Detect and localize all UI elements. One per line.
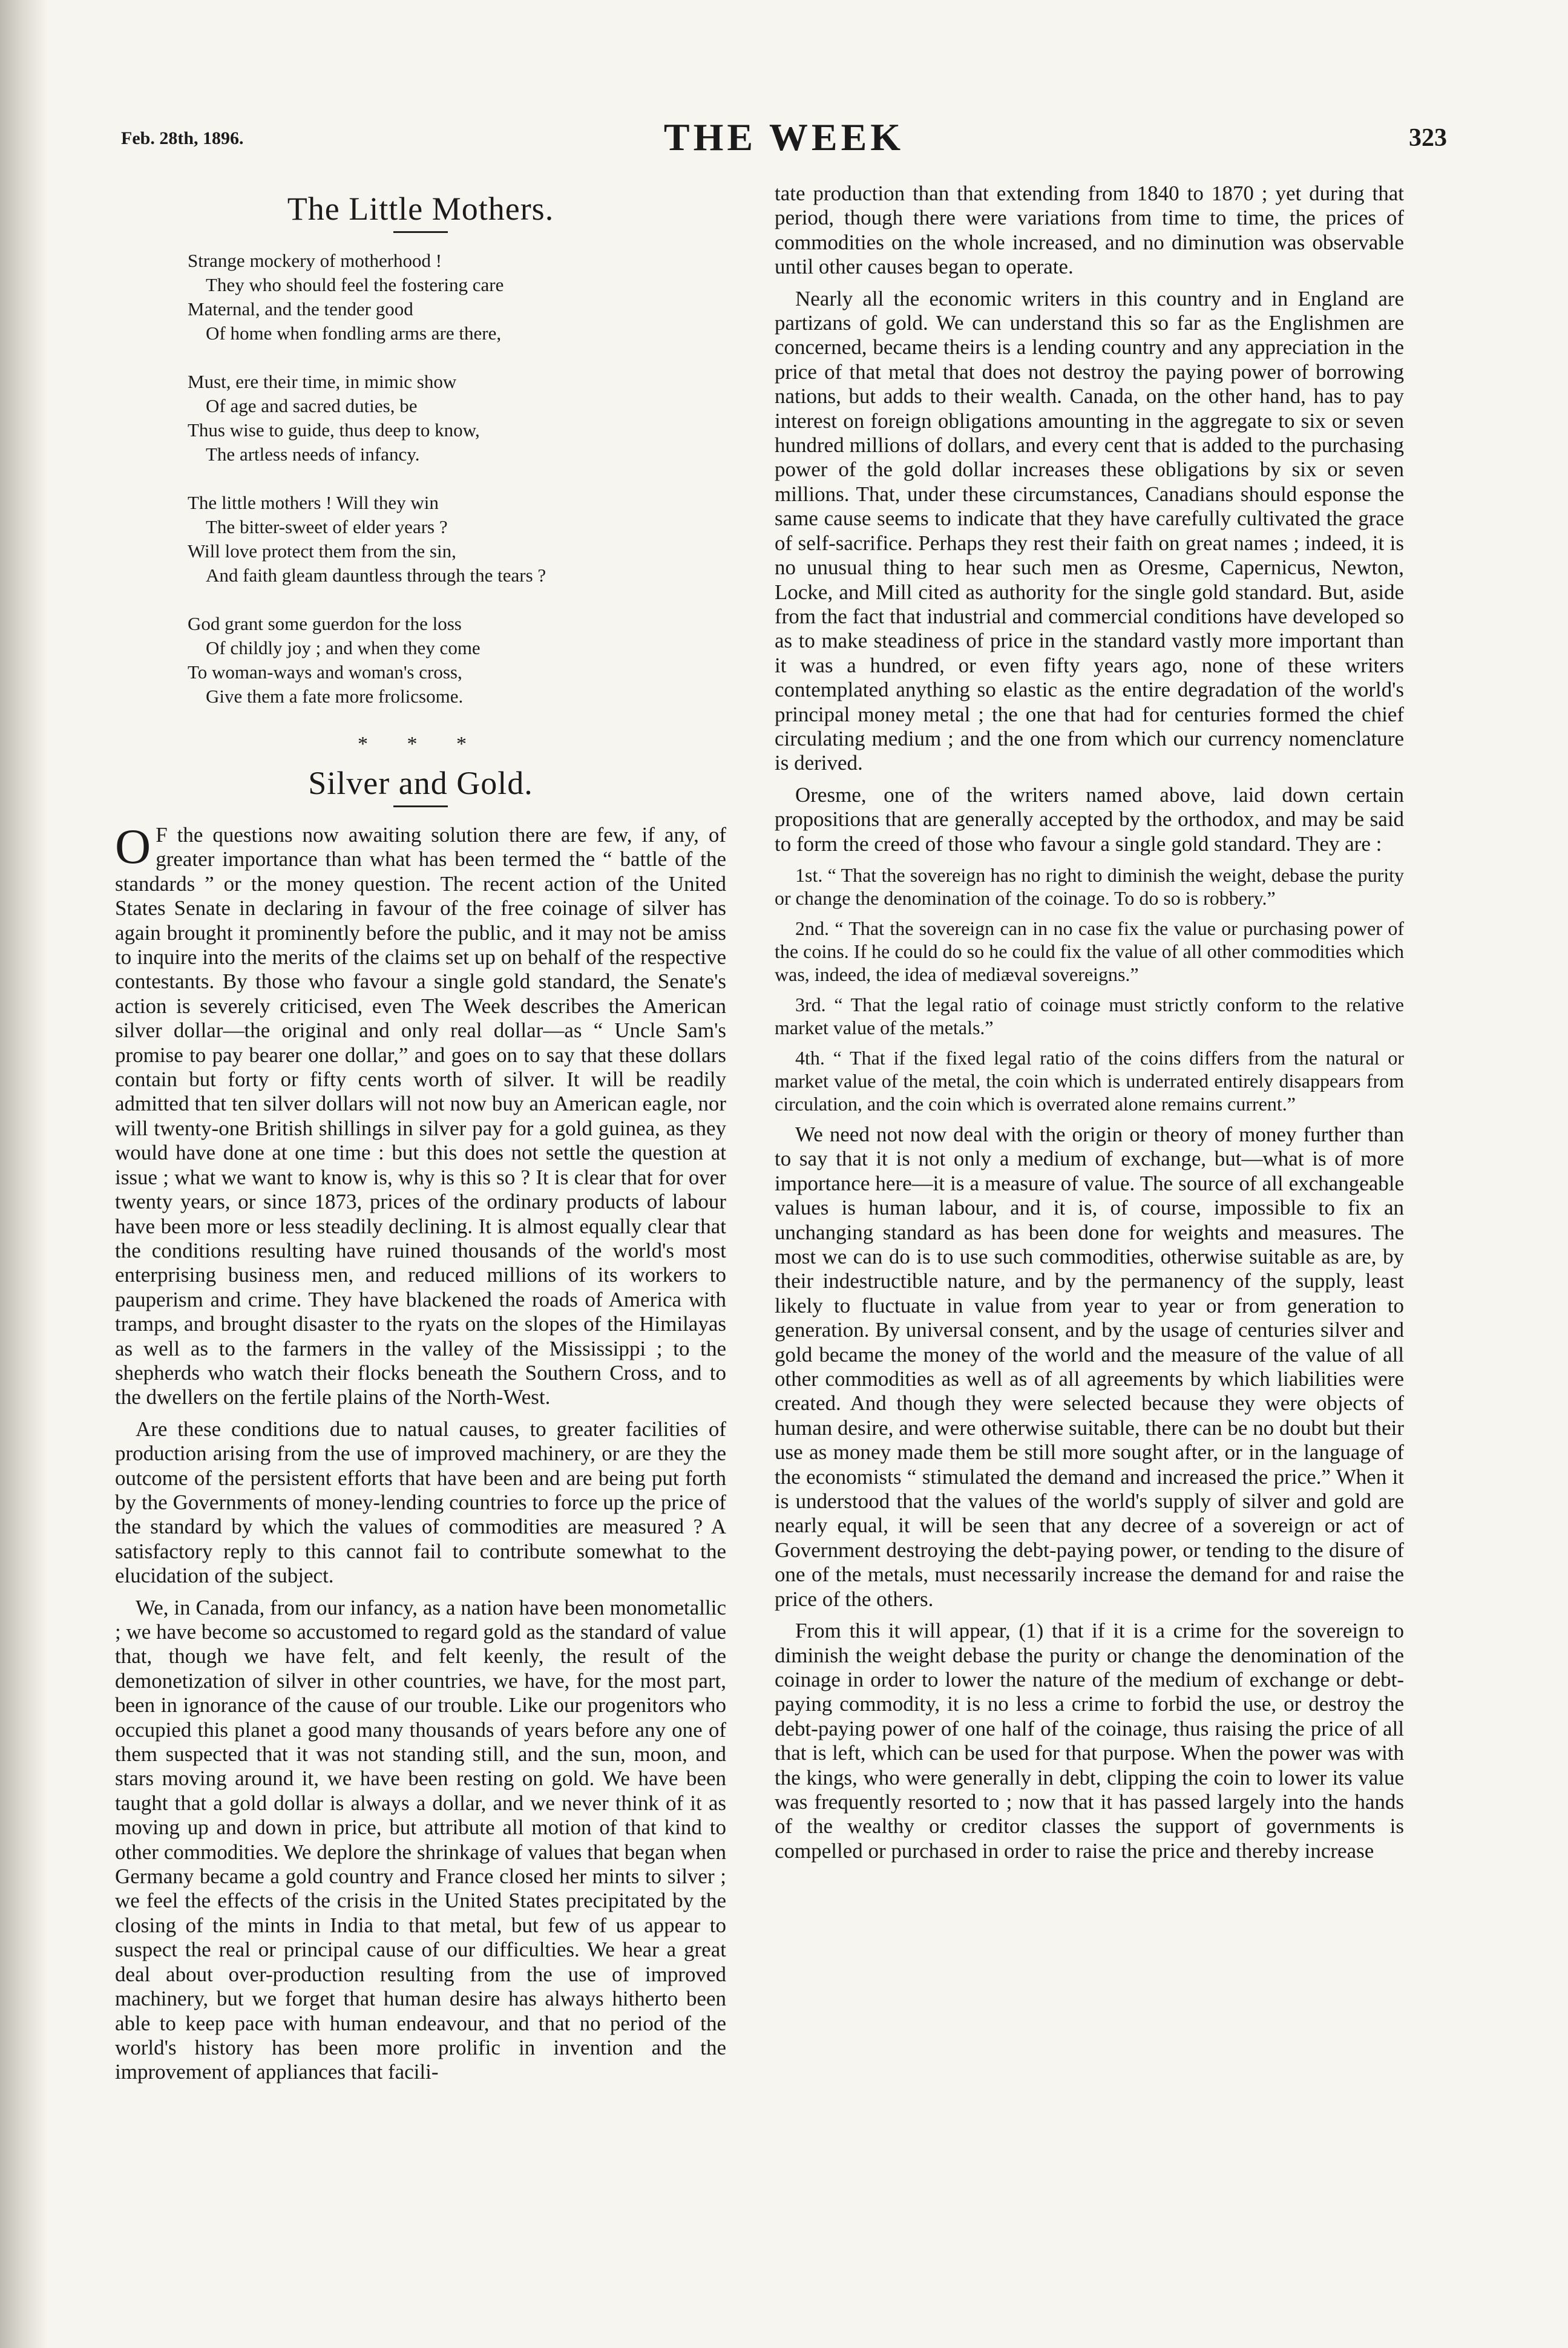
poem-line: The little mothers ! Will they win xyxy=(188,492,439,513)
poem-line: Thus wise to guide, thus deep to know, xyxy=(188,419,480,441)
poem-line: Must, ere their time, in mimic show xyxy=(188,371,457,392)
poem-line: Will love protect them from the sin, xyxy=(188,540,456,562)
proposition: 1st. “ That the sovereign has no right to diminish the weight, debase the purity or change the denomination of the coinage. To do so is robbery.” xyxy=(775,864,1404,909)
poem-line: The bitter-sweet of elder years ? xyxy=(206,516,448,537)
poem-line: Give them a fate more frolicsome. xyxy=(206,686,464,707)
drop-cap: O xyxy=(115,819,151,874)
poem-stanza xyxy=(188,612,726,709)
poem-line: Maternal, and the tender good xyxy=(188,298,413,320)
page-number: 323 xyxy=(1409,124,1447,152)
issue-date: Feb. 28th, 1896. xyxy=(121,128,244,148)
essay-paragraph xyxy=(115,819,726,1410)
scan-edge xyxy=(0,0,48,2348)
poem-stanza xyxy=(188,491,726,588)
poem-line: Of home when fondling arms are there, xyxy=(206,323,502,344)
paragraph-text: F the questions now awaiting solution there are few, if any, of greater importance than what has been termed the “ battle of the standards ” or the money question. The recent action of the United States Senate in declaring in favour of the free coinage of silver has again brought it prominently before the public, and it may not be amiss to inquire into the merits of the claims set up on behalf of the respective contestants. By those who favour a single gold standard, the Senate's action is severely criticised, even The Week describes the American silver dollar—the original and only real dollar—as “ Uncle Sam's promise to pay bearer one dollar,” and goes on to say that these dollars contain but forty or fifty cents worth of silver. It will be readily admitted that ten silver dollars will not now buy an American eagle, nor will twenty-one British shillings in silver pay for a gold guinea, as they would have done at one time : but this does not settle the question at issue ; what we want to know is, why is this so ? It is clear that for over twenty years, or since 1873, prices of the ordinary products of labour have been more or less steadily declining. It is almost equally clear that the conditions resulting have ruined thousands of the world's most enterprising business men, and reduced millions of its workers to pauperism and crime. They have blackened the roads of America with tramps, and brought disaster to the ryats on the slopes of the Himilayas as well as to the farmers in the valley of the Mississippi ; to the shepherds who watch their flocks beneath the Southern Cross, and to the dwellers on the fertile plains of the North-West. xyxy=(115,823,726,1409)
essay-title: Silver and Gold. xyxy=(308,765,533,801)
right-column xyxy=(775,182,1404,1871)
poem-line: The artless needs of infancy. xyxy=(206,444,420,465)
essay-paragraph: From this it will appear, (1) that if it is a crime for the sovereign to diminish the weight debase the purity or change the denomination of the coinage in order to lower the nature of the medium of exchange or debt-paying commodity, it is no less a crime to forbid the use, or destroy the debt-paying power of one half of the coinage, thus raising the price of all that is left, which can be used for that purpose. When the power was with the kings, who were generally in debt, clipping the coin to lower its value was frequently resorted to ; now that it has passed largely into the hands of the wealthy or creditor classes the support of governments is compelled or purchased in order to raise the price and thereby increase xyxy=(775,1619,1404,1863)
poem-line: Of age and sacred duties, be xyxy=(206,395,418,416)
section-separator: * * * xyxy=(358,733,484,755)
poem-line: God grant some guerdon for the loss xyxy=(188,613,462,634)
publication-title: THE WEEK xyxy=(663,116,905,159)
essay-paragraph: tate production than that extending from 1840 to 1870 ; yet during that period, though there were variations from time to time, the prices of commodities on the whole increased, and no diminution was observable until other causes began to operate. xyxy=(775,182,1404,279)
poem-title: The Little Mothers. xyxy=(287,191,554,227)
essay-paragraph: Are these conditions due to natual causes, to greater facilities of production arising from the use of improved machinery, or are they the outcome of the persistent efforts that have been and are being put forth by the Governments of money-lending countries to force up the price of the standard by which the values of commodities are measured ? A satisfactory reply to this cannot fail to contribute somewhat to the elucidation of the subject. xyxy=(115,1417,726,1588)
poem-line: Of childly joy ; and when they come xyxy=(206,637,481,658)
proposition: 3rd. “ That the legal ratio of coinage must strictly conform to the relative market value of the metals.” xyxy=(775,993,1404,1038)
left-column xyxy=(115,182,726,2092)
title-rule xyxy=(393,231,448,233)
proposition: 4th. “ That if the fixed legal ratio of the coins differs from the natural or market value of the metal, the coin which is underrated entirely disappears from circulation, and the coin which is overrated alone remains current.” xyxy=(775,1046,1404,1115)
essay-paragraph: Oresme, one of the writers named above, laid down certain propositions that are generally accepted by the orthodox, and may be said to form the creed of those who favour a single gold standard. They are : xyxy=(775,782,1404,856)
poem-line: And faith gleam dauntless through the tears ? xyxy=(206,565,546,586)
poem-line: To woman-ways and woman's cross, xyxy=(188,661,462,683)
essay-paragraph: We, in Canada, from our infancy, as a nation have been monometallic ; we have become so accustomed to regard gold as the standard of value that, though we have felt, and felt keenly, the result of the demonetization of silver in other countries, we have, for the most part, been in ignorance of the cause of our trouble. Like our progenitors who occupied this planet a good many thousands of years before any one of them suspected that it was not standing still, and the sun, moon, and stars moving around it, we have been resting on gold. We have been taught that a gold dollar is always a dollar, and we never think of it as moving up and down in price, but attribute all motion of that kind to other commodities. We deplore the shrinkage of values that began when Germany became a gold country and France closed her mints to silver ; we feel the effects of the crisis in the United States precipitated by the closing of the mints in India to that metal, but few of us appear to suspect the real or principal cause of our difficulties. We hear a great deal about over-production resulting from the use of improved machinery, but we forget that human desire has always hitherto been able to keep pace with human endeavour, and that no period of the world's history has been more prolific in invention and the improvement of appliances that facili- xyxy=(115,1595,726,2084)
title-rule xyxy=(393,805,448,807)
poem-line: Strange mockery of motherhood ! xyxy=(188,250,442,271)
poem-stanza xyxy=(188,370,726,467)
poem-line: They who should feel the fostering care xyxy=(206,274,504,295)
essay-paragraph: Nearly all the economic writers in this country and in England are partizans of gold. We can understand this so far as the Englishmen are concerned, became theirs is a lending country and any appreciation in the price of that metal that does not destroy the paying power of borrowing nations, but adds to their wealth. Canada, on the other hand, has to pay interest on foreign obligations amounting in the aggregate to six or seven hundred millions of dollars, and every cent that is added to the purchasing power of the gold dollar increases these obligations by six or seven millions. That, under these circumstances, Canadians should esponse the same cause seems to indicate that they have carefully cultivated the grace of self-sacrifice. Perhaps they rest their faith on great names ; indeed, it is no unusual thing to hear such men as Oresme, Capernicus, Newton, Locke, and Mill cited as authority for the single gold standard. But, aside from the fact that industrial and commercial conditions have developed so as to make steadiness of price in the standard vastly more important than it was a hundred, or even fifty years ago, none of these writers contemplated anything so elastic as the entire degradation of the world's principal money metal ; the one that had for centuries formed the chief circulating medium ; and the one from which our currency nomenclature is derived. xyxy=(775,286,1404,775)
proposition: 2nd. “ That the sovereign can in no case fix the value or purchasing power of the coins. If he could do so he could fix the value of all other commodities which was, indeed, the idea of mediæval sovereigns.” xyxy=(775,917,1404,985)
essay-paragraph: We need not now deal with the origin or theory of money further than to say that it is not only a medium of exchange, but—what is of more importance here—it is a measure of value. The source of all exchangeable values is human labour, and it is, of course, impossible to fix an unchanging standard as has been done for weights and measures. The most we can do is to use such commodities, otherwise suitable as are, by their indestructible nature, and by the permanency of the supply, least likely to fluctuate in value from year to year or from generation to generation. By universal consent, and by the usage of centuries silver and gold became the money of the world and the measure of the value of all other commodities as well as of all agreements by which liabilities were created. And though they were selected because they were objects of human desire, and were otherwise suitable, there can be no doubt but their use as money made them be still more sought after, or in the language of the economists “ stimulated the demand and increased the price.” When it is understood that the values of the world's supply of silver and gold are nearly equal, it will be seen that any decree of a sovereign or act of Government destroying the debt-paying power, or tending to the disure of one of the metals, must necessarily increase the demand for and raise the price of the others. xyxy=(775,1122,1404,1611)
page-header xyxy=(121,115,1447,163)
poem-stanza xyxy=(188,249,726,346)
